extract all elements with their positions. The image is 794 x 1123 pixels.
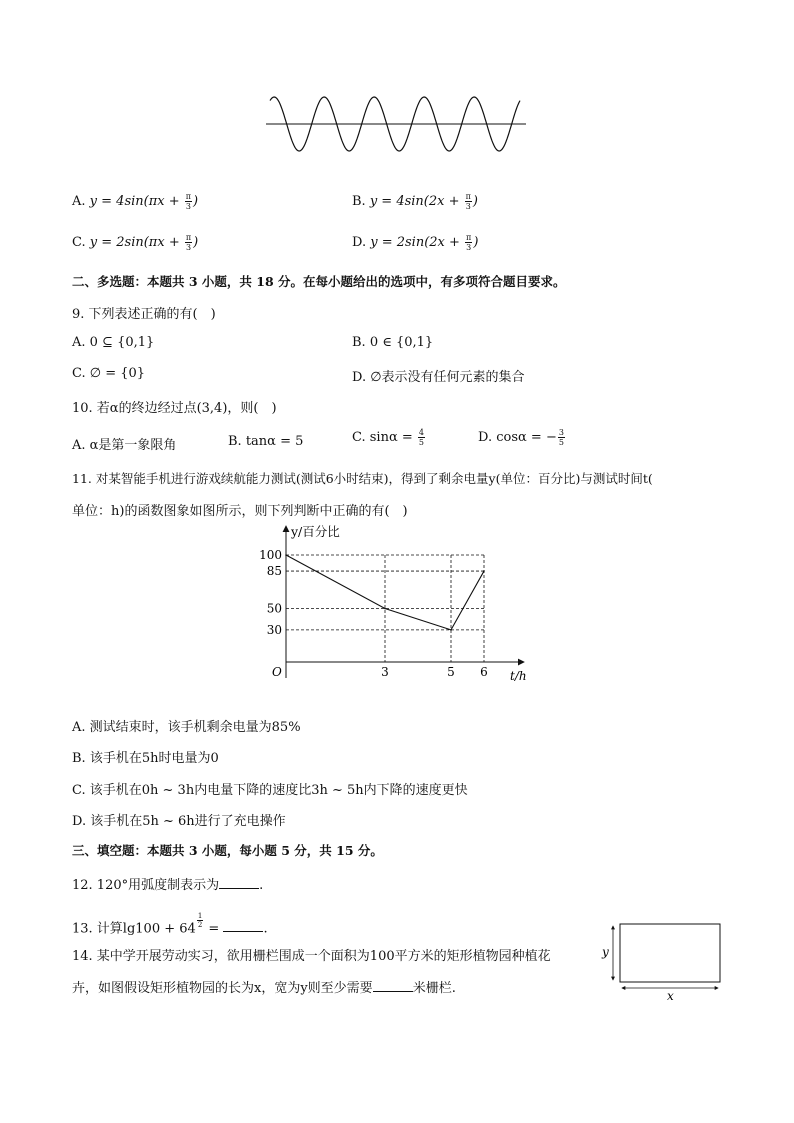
x-label: x — [667, 989, 674, 1002]
q13: 13. 计算lg100 + 64 $\frac{1}{2}$ = . — [72, 912, 268, 937]
q9-option-a: A. 0 ⊆ {0,1} — [72, 335, 155, 350]
q14-blank — [373, 979, 413, 992]
y-label: y — [602, 945, 609, 959]
q12-blank — [219, 876, 259, 889]
y-tick-label-30: 30 — [266, 622, 282, 637]
q9-option-d: D. ∅表示没有任何元素的集合 — [352, 370, 525, 385]
battery-line-chart — [248, 518, 538, 688]
q9-option-b: B. 0 ∈ {0,1} — [352, 335, 434, 350]
x-tick-label-3: 3 — [381, 665, 389, 679]
x-axis-label: t/h — [510, 669, 527, 683]
q8-option-b: B. y = 4sin(2x + $\frac{\pi}{3}$ ) — [352, 192, 478, 211]
q11-option-c: C. 该手机在0h ~ 3h内电量下降的速度比3h ~ 5h内下降的速度更快 — [72, 783, 468, 798]
data-point-0 — [285, 554, 287, 556]
q9-option-c: C. ∅ = {0} — [72, 366, 146, 381]
q10-option-a: A. α是第一象限角 — [72, 438, 177, 453]
q8-option-a: A. y = 4sin(πx + $\frac{\pi}{3}$ ) — [72, 192, 199, 211]
q14-line2: 卉，如图假设矩形植物园的长为x，宽为y则至少需要 米栅栏. — [72, 981, 456, 996]
y-tick-label-50: 50 — [266, 601, 282, 616]
q10-option-b: B. tanα = 5 — [228, 434, 304, 449]
q11-option-b: B. 该手机在5h时电量为0 — [72, 751, 219, 766]
q11-option-a: A. 测试结束时，该手机剩余电量为85% — [72, 720, 301, 735]
data-point-5 — [450, 629, 452, 631]
q14-line1: 14. 某中学开展劳动实习，欲用栅栏围成一个面积为100平方米的矩形植物园种植花 — [72, 949, 551, 964]
garden-rect — [620, 924, 720, 982]
section-2-heading: 二、多选题：本题共 3 小题，共 18 分。在每小题给出的选项中，有多项符合题目要求。 — [72, 274, 566, 289]
x-tick-label-6: 6 — [480, 665, 488, 679]
data-point-3 — [384, 608, 386, 610]
rectangle-garden-figure — [598, 920, 728, 1002]
q13-blank — [223, 919, 263, 932]
y-tick-label-85: 85 — [266, 564, 282, 579]
q8-option-d: D. y = 2sin(2x + $\frac{\pi}{3}$ ) — [352, 233, 479, 252]
origin-label: O — [272, 665, 282, 679]
q11-stem-line1: 11. 对某智能手机进行游戏续航能力测试(测试6小时结束)，得到了剩余电量y(单位：百分比)与测试时间t( — [72, 471, 653, 486]
y-tick-label-100: 100 — [259, 548, 282, 562]
section-3-heading: 三、填空题：本题共 3 小题，每小题 5 分，共 15 分。 — [72, 843, 383, 858]
q8-option-c: C. y = 2sin(πx + $\frac{\pi}{3}$ ) — [72, 233, 199, 252]
data-point-6 — [483, 570, 485, 572]
q12: 12. 120°用弧度制表示为 . — [72, 878, 264, 893]
y-axis-label: y/百分比 — [291, 524, 340, 539]
q9-stem: 9. 下列表述正确的有( ) — [72, 307, 216, 322]
q10-stem: 10. 若α的终边经过点(3,4)，则( ) — [72, 401, 277, 416]
q11-stem-line2: 单位：h)的函数图象如图所示，则下列判断中正确的有( ) — [72, 504, 408, 519]
q10-option-d: D. cosα = − $\frac{3}{5}$ — [478, 428, 564, 447]
x-tick-label-5: 5 — [447, 665, 455, 679]
q10-option-c: C. sinα = $\frac{4}{5}$ — [352, 428, 424, 447]
q11-option-d: D. 该手机在5h ~ 6h进行了充电操作 — [72, 814, 286, 829]
sine-wave-figure — [262, 92, 532, 156]
